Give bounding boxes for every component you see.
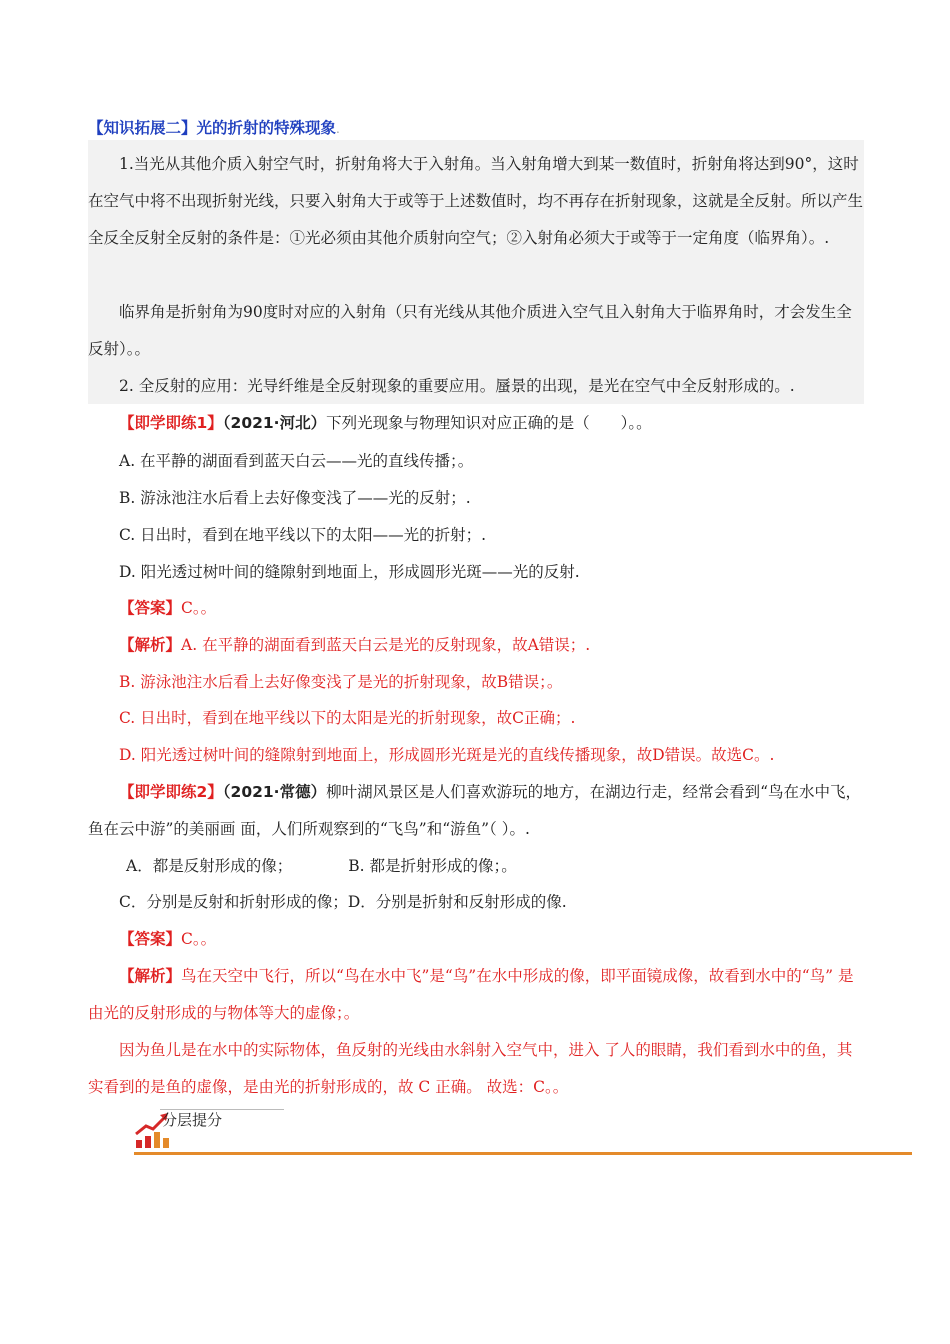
exercise1-source: （2021·河北） [222,414,327,432]
exercise2-answer-tag: 【答案】 [119,930,182,948]
exercise2-source: （2021·常德） [222,783,327,801]
exercise1-option-d: D. 阳光透过树叶间的缝隙射到地面上，形成圆形光斑——光的反射. [119,563,580,581]
footer-accent-line [134,1152,912,1155]
knowledge-paragraph-1: 1.当光从其他介质入射空气时，折射角将大于入射角。当入射角增大到某一数值时，折射角将达到90°，这时在空气中将不出现折射光线，只要入射角大于或等于上述数值时，均不再存在折射现象，这就是全反射。所以产生全反全反射全反射的条件是：①光必须由其他介质射向空气；②入射角必须大于或等于一定角度（临界角）。. [88,155,864,247]
section-title: 分层提分 [162,1111,223,1129]
exercise1-answer-tag: 【答案】 [119,599,182,617]
exercise1-analysis-d: D. 阳光透过树叶间的缝隙射到地面上，形成圆形光斑是光的直线传播现象，故D错误。故选C。. [119,746,775,764]
exercise2-tag: 【即学即练2】 [119,783,223,801]
exercise1-option-c: C. 日出时，看到在地平线以下的太阳——光的折射；. [119,526,487,544]
knowledge-heading: 【知识拓展二】光的折射的特殊现象. [88,119,340,137]
exercise2-answer [88,921,866,958]
exercise2-option-a: A．都是反射形成的像； [126,857,293,875]
exercise2-analysis-tag: 【解析】 [119,967,182,985]
knowledge-paragraph-2: 临界角是折射角为90度时对应的入射角（只有光线从其他介质进入空气且入射角大于临界角时，才会发生全反射）。。 [88,303,852,358]
exercise1-answer-value: C。。 [181,599,217,617]
exercise1-question-text: 下列光现象与物理知识对应正确的是（ ）。。 [326,414,652,432]
exercise2-answer-value: C。。 [181,930,217,948]
exercise1-analysis-a: 【解析】A. 在平静的湖面看到蓝天白云是光的反射现象，故A错误；. [119,636,591,654]
exercise1-analysis-c: C. 日出时，看到在地平线以下的太阳是光的折射现象，故C正确；. [119,709,576,727]
exercise2-question-text: 柳叶湖风景区是人们喜欢游玩的地方，在湖边行走，经常会看到“鸟在水中飞，鱼在云中游”的美丽画 面，人们所观察到的“飞鸟”和“游鱼”（ ）。. [88,783,862,838]
exercise2-analysis-1: 【解析】鸟在天空中飞行，所以“鸟在水中飞”是“鸟”在水中形成的像，即平面镜成像，故看到水中的“鸟” 是由光的反射形成的与物体等大的虚像；。 [88,967,854,1022]
knowledge-paragraph-3: 2. 全反射的应用：光导纤维是全反射现象的重要应用。蜃景的出现，是光在空气中全反射形成的。. [119,377,795,395]
exercise2-options-cd: C．分别是反射和折射形成的像；D．分别是折射和反射形成的像. [119,893,567,911]
exercise1-tag: 【即学即练1】 [119,414,223,432]
heading-tag: 【知识拓展二】 [88,119,197,137]
exercise1-question [88,405,866,442]
exercise2-option-b: B. 都是折射形成的像；。 [348,857,517,875]
exercise1-option-a: A. 在平静的湖面看到蓝天白云——光的直线传播；。 [119,452,474,470]
exercise1-answer [88,590,866,627]
exercise1-analysis-tag: 【解析】 [119,636,182,654]
exercise1-option-b: B. 游泳池注水后看上去好像变浅了——光的反射；. [119,489,471,507]
heading-title: 光的折射的特殊现象 [196,119,337,137]
exercise2-question [88,774,866,848]
exercise2-options-ab [88,848,866,885]
exercise1-analysis-b: B. 游泳池注水后看上去好像变浅了是光的折射现象，故B错误；。 [119,673,563,691]
exercise2-analysis-2: 因为鱼儿是在水中的实际物体，鱼反射的光线由水斜射入空气中，进入 了人的眼睛，我们看到水中的鱼，其实看到的是鱼的虚像，是由光的折射形成的，故 C 正确。 故选：C。。 [88,1041,853,1096]
